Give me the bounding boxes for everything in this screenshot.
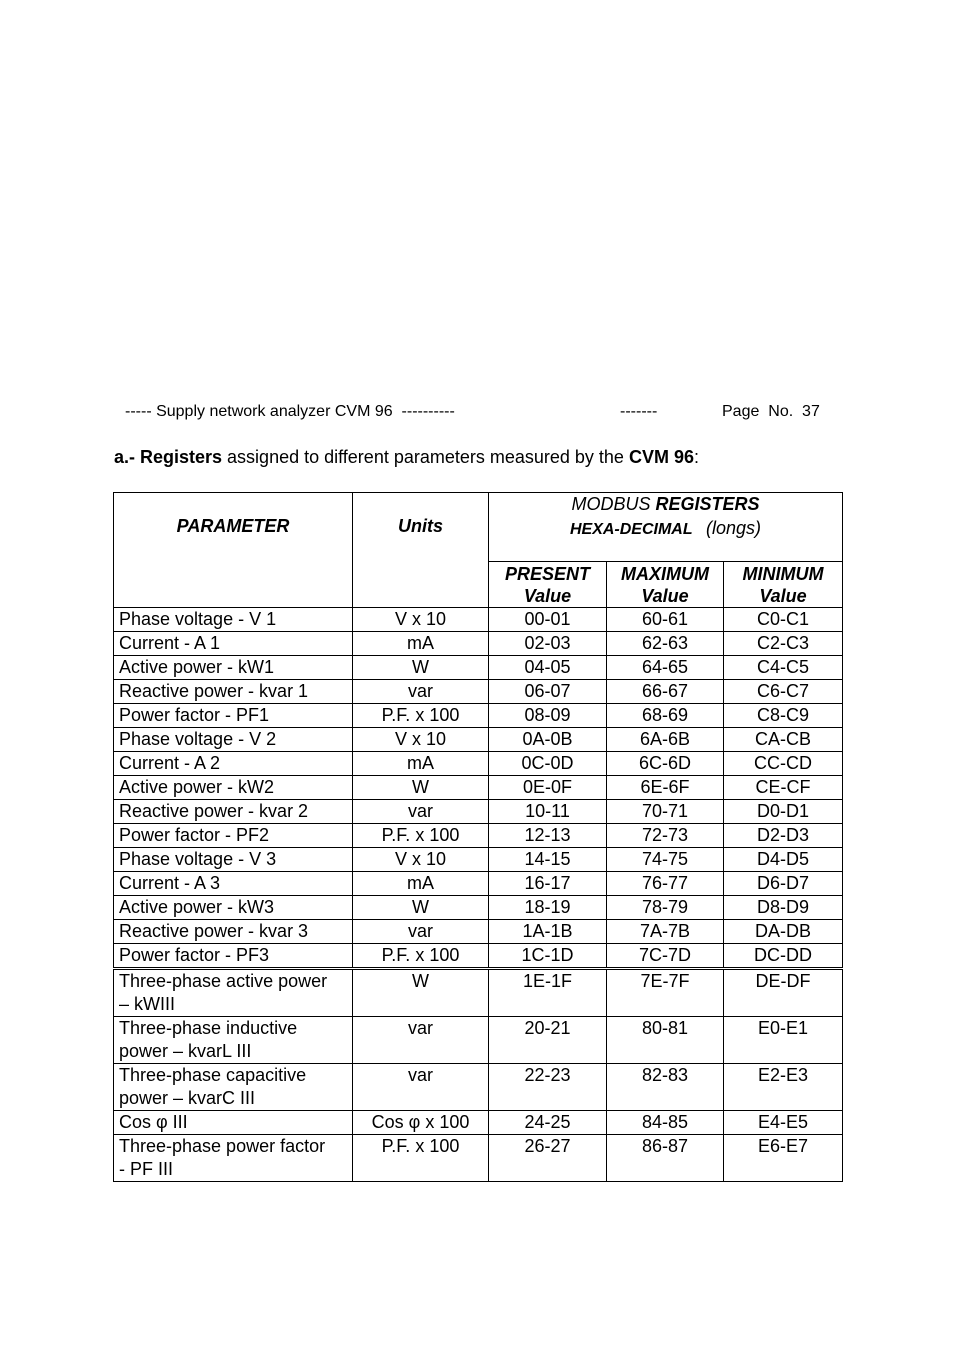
cell-parameter: Phase voltage - V 3	[114, 848, 353, 872]
col-header-parameter: PARAMETER	[114, 493, 353, 608]
page-header	[0, 403, 954, 425]
registers-label: REGISTERS	[655, 494, 760, 514]
intro-sentence	[114, 447, 699, 468]
header-middle: -------	[620, 403, 658, 420]
table-row	[114, 896, 843, 920]
cell-minimum: E2-E3	[724, 1064, 843, 1111]
cell-maximum: 78-79	[607, 896, 724, 920]
cell-parameter: Cos φ III	[114, 1111, 353, 1135]
cell-parameter: Active power - kW1	[114, 656, 353, 680]
cell-parameter: Three-phase inductive power – kvarL III	[114, 1017, 353, 1064]
table-row	[114, 800, 843, 824]
cell-parameter: Current - A 3	[114, 872, 353, 896]
cell-minimum: CC-CD	[724, 752, 843, 776]
cell-units: mA	[353, 872, 489, 896]
table-row	[114, 728, 843, 752]
cell-present: 18-19	[489, 896, 607, 920]
table-row	[114, 1017, 843, 1064]
cell-maximum: 66-67	[607, 680, 724, 704]
table-row	[114, 824, 843, 848]
cell-present: 0E-0F	[489, 776, 607, 800]
table-row	[114, 680, 843, 704]
cell-maximum: 76-77	[607, 872, 724, 896]
cell-parameter: Power factor - PF1	[114, 704, 353, 728]
cell-parameter: Current - A 1	[114, 632, 353, 656]
intro-text: assigned to different parameters measured by the	[222, 447, 629, 467]
cell-maximum: 6E-6F	[607, 776, 724, 800]
cell-present: 04-05	[489, 656, 607, 680]
cell-parameter: Reactive power - kvar 3	[114, 920, 353, 944]
cell-units: mA	[353, 752, 489, 776]
hexa-label: HEXA-DECIMAL	[569, 521, 693, 538]
cell-present: 22-23	[489, 1064, 607, 1111]
cell-present: 1C-1D	[489, 944, 607, 969]
registers-table	[113, 492, 843, 1182]
cell-parameter: Active power - kW2	[114, 776, 353, 800]
longs-label: (longs)	[705, 518, 762, 538]
cell-present: 0C-0D	[489, 752, 607, 776]
intro-bold-registers: a.- Registers	[114, 447, 223, 467]
table-row	[114, 969, 843, 1017]
table-row	[114, 944, 843, 969]
cell-minimum: D0-D1	[724, 800, 843, 824]
col-header-maximum: MAXIMUM Value	[607, 562, 724, 608]
cell-minimum: D6-D7	[724, 872, 843, 896]
cell-units: W	[353, 969, 489, 1017]
table-row	[114, 752, 843, 776]
cell-units: V x 10	[353, 728, 489, 752]
table-row	[114, 1111, 843, 1135]
cell-parameter: Phase voltage - V 2	[114, 728, 353, 752]
cell-present: 10-11	[489, 800, 607, 824]
cell-present: 08-09	[489, 704, 607, 728]
cell-parameter: Power factor - PF3	[114, 944, 353, 969]
cell-present: 1E-1F	[489, 969, 607, 1017]
modbus-label: MODBUS	[571, 494, 651, 514]
cell-present: 02-03	[489, 632, 607, 656]
cell-maximum: 82-83	[607, 1064, 724, 1111]
cell-present: 26-27	[489, 1135, 607, 1182]
cell-maximum: 6A-6B	[607, 728, 724, 752]
col-header-minimum: MINIMUM Value	[724, 562, 843, 608]
cell-minimum: E4-E5	[724, 1111, 843, 1135]
cell-parameter: Power factor - PF2	[114, 824, 353, 848]
table-row	[114, 704, 843, 728]
cell-units: var	[353, 920, 489, 944]
cell-maximum: 68-69	[607, 704, 724, 728]
cell-minimum: D2-D3	[724, 824, 843, 848]
cell-minimum: E6-E7	[724, 1135, 843, 1182]
cell-maximum: 64-65	[607, 656, 724, 680]
cell-minimum: C0-C1	[724, 608, 843, 632]
cell-maximum: 72-73	[607, 824, 724, 848]
cell-maximum: 86-87	[607, 1135, 724, 1182]
cell-units: P.F. x 100	[353, 1135, 489, 1182]
cell-units: var	[353, 1017, 489, 1064]
cell-parameter: Three-phase active power – kWIII	[114, 969, 353, 1017]
cell-present: 1A-1B	[489, 920, 607, 944]
cell-units: W	[353, 656, 489, 680]
cell-units: V x 10	[353, 848, 489, 872]
modbus-registers-header	[489, 493, 843, 562]
table-row	[114, 872, 843, 896]
cell-present: 06-07	[489, 680, 607, 704]
cell-parameter: Reactive power - kvar 2	[114, 800, 353, 824]
header-page-number: Page No. 37	[722, 403, 820, 420]
cell-minimum: CE-CF	[724, 776, 843, 800]
cell-minimum: DE-DF	[724, 969, 843, 1017]
table-row	[114, 632, 843, 656]
cell-units: P.F. x 100	[353, 944, 489, 969]
cell-units: Cos φ x 100	[353, 1111, 489, 1135]
cell-maximum: 80-81	[607, 1017, 724, 1064]
table-row	[114, 1064, 843, 1111]
cell-minimum: E0-E1	[724, 1017, 843, 1064]
cell-maximum: 60-61	[607, 608, 724, 632]
intro-colon: :	[693, 447, 699, 467]
cell-parameter: Reactive power - kvar 1	[114, 680, 353, 704]
cell-maximum: 7E-7F	[607, 969, 724, 1017]
cell-maximum: 84-85	[607, 1111, 724, 1135]
table-row	[114, 776, 843, 800]
cell-units: var	[353, 680, 489, 704]
cell-parameter: Phase voltage - V 1	[114, 608, 353, 632]
cell-units: var	[353, 1064, 489, 1111]
cell-present: 16-17	[489, 872, 607, 896]
col-header-units: Units	[353, 493, 489, 608]
cell-minimum: D8-D9	[724, 896, 843, 920]
header-left: ----- Supply network analyzer CVM 96 ----------	[125, 403, 455, 420]
cell-parameter: Current - A 2	[114, 752, 353, 776]
cell-minimum: C4-C5	[724, 656, 843, 680]
intro-bold-device: CVM 96	[628, 447, 694, 467]
cell-maximum: 74-75	[607, 848, 724, 872]
col-header-present: PRESENT Value	[489, 562, 607, 608]
cell-parameter: Active power - kW3	[114, 896, 353, 920]
cell-units: W	[353, 776, 489, 800]
cell-units: P.F. x 100	[353, 824, 489, 848]
cell-maximum: 7C-7D	[607, 944, 724, 969]
cell-minimum: C6-C7	[724, 680, 843, 704]
cell-units: V x 10	[353, 608, 489, 632]
cell-units: mA	[353, 632, 489, 656]
cell-maximum: 7A-7B	[607, 920, 724, 944]
cell-units: var	[353, 800, 489, 824]
cell-parameter: Three-phase capacitive power – kvarC III	[114, 1064, 353, 1111]
cell-present: 12-13	[489, 824, 607, 848]
table-row	[114, 848, 843, 872]
cell-present: 00-01	[489, 608, 607, 632]
cell-units: P.F. x 100	[353, 704, 489, 728]
cell-present: 0A-0B	[489, 728, 607, 752]
cell-minimum: D4-D5	[724, 848, 843, 872]
cell-maximum: 6C-6D	[607, 752, 724, 776]
cell-present: 14-15	[489, 848, 607, 872]
cell-minimum: DC-DD	[724, 944, 843, 969]
cell-units: W	[353, 896, 489, 920]
cell-parameter: Three-phase power factor - PF III	[114, 1135, 353, 1182]
cell-minimum: C2-C3	[724, 632, 843, 656]
table-row	[114, 656, 843, 680]
cell-maximum: 70-71	[607, 800, 724, 824]
table-row	[114, 1135, 843, 1182]
cell-minimum: DA-DB	[724, 920, 843, 944]
cell-present: 20-21	[489, 1017, 607, 1064]
table-row	[114, 920, 843, 944]
table-row	[114, 608, 843, 632]
cell-minimum: C8-C9	[724, 704, 843, 728]
cell-present: 24-25	[489, 1111, 607, 1135]
cell-minimum: CA-CB	[724, 728, 843, 752]
cell-maximum: 62-63	[607, 632, 724, 656]
